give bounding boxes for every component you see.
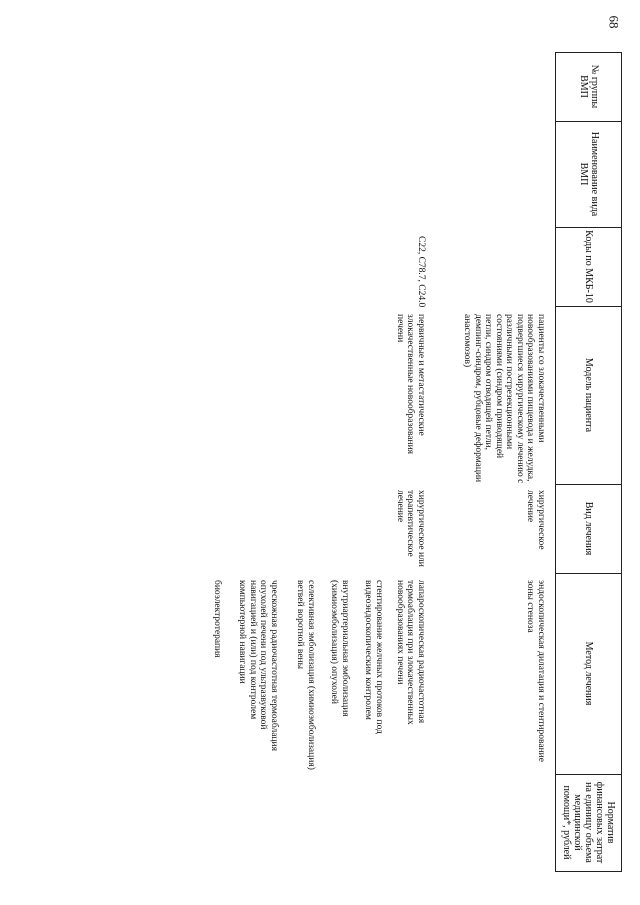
row2-codes: C22, C78.7, C24.0 xyxy=(416,236,426,308)
header-mkb-codes: Коды по МКБ-10 xyxy=(583,230,595,303)
row2-method-5: чрескожная радиочастотная термоаблация опухолей печени под ультразвуковой навигацией и (или) под контролем компьютерной навигации xyxy=(237,580,279,751)
header-method: Метод лечения xyxy=(583,641,595,706)
header-cost-norm: Норматив финансовых затрат на единицу объема медицинской помощи*, рублей xyxy=(561,781,617,864)
header-treatment-type: Вид лечения xyxy=(583,501,595,556)
row2-method-1: лапароскопическая радиочастотная термоаблация при злокачественных новообразованиях печени xyxy=(395,580,426,725)
header-group-no: № группы ВМП xyxy=(578,64,600,109)
row2-method-3: внутриартериальная эмболизация (химиоэмболизация) опухолей xyxy=(329,580,350,717)
page-number: 68 xyxy=(606,15,622,29)
header-patient-model: Модель пациента xyxy=(583,357,595,433)
row1-treatment-type: хирургическое лечение xyxy=(525,490,546,550)
row2-treatment-type: хирургическое или терапевтическое лечение xyxy=(395,490,426,567)
row2-method-4: селективная эмболизация (химиоэмболизация) ветвей воротной вены xyxy=(295,580,316,770)
row2-method-2: стентирование желчных протоков под видеоэндоскопическим контролем xyxy=(363,580,384,734)
row1-method: эндоскопическая дилатация и стентирование зоны стеноза xyxy=(525,580,546,762)
row2-method-6: биоэлектротерапия xyxy=(212,580,222,658)
row1-patient-model: пациенты со злокачественными новообразованиями пищевода и желудка, подвергшиеся хирургическому лечению с различными пострезекционными состояниями (синдром приводящей петли, синдром отводящей петли, демпинг-синдром, рубцовые деформации анастомозов) xyxy=(462,314,546,484)
col-border xyxy=(556,871,622,872)
rotated-table xyxy=(152,52,622,872)
header-vmp-name: Наименование вида ВМП xyxy=(578,131,600,217)
row2-patient-model: первичные и метастатические злокачественные новообразования печени xyxy=(395,314,426,455)
